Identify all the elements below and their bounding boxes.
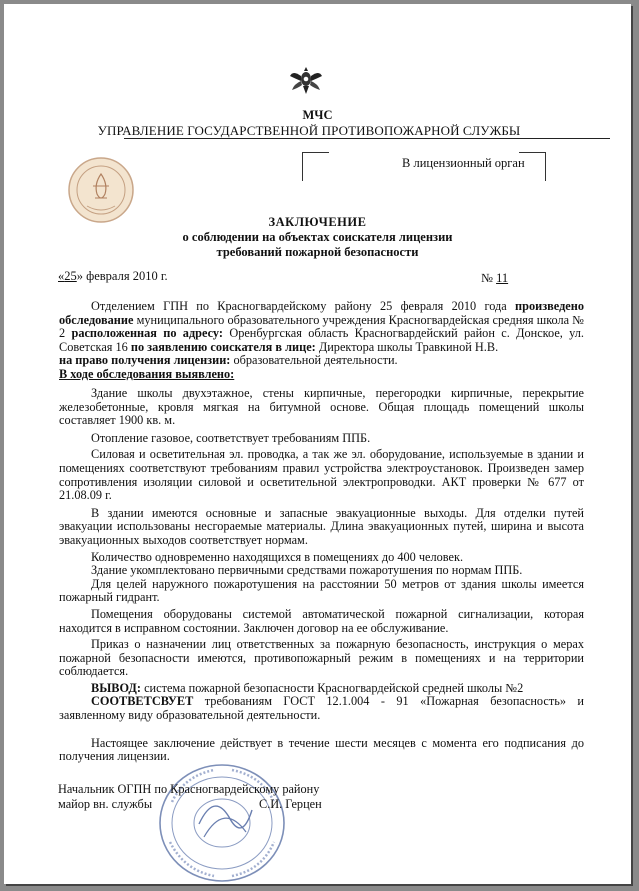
findings-heading: В ходе обследования выявлено: (59, 366, 235, 381)
finding-paragraph: Здание укомплектовано первичными средствами пожаротушения по нормам ППБ. (91, 563, 523, 578)
finding-paragraph: Помещения оборудованы системой автоматической пожарной сигнализации, которая находится в исправном состоянии. Заключен договор на ее обслуживание. (59, 606, 584, 635)
finding-paragraph: Количество одновременно находящихся в помещениях до 400 человек. (91, 549, 464, 564)
document-subtitle-2: требований пожарной безопасности (216, 245, 419, 259)
conclusion-line: ВЫВОД: система пожарной безопасности Красногвардейской средней школы №2 (91, 680, 524, 695)
fire-service-stamp-icon (67, 156, 135, 224)
eagle-emblem-icon (289, 64, 323, 96)
recipient-bracket-left (302, 152, 329, 181)
conclusion-paragraph: СООТВЕТСВУЕТ требованиям ГОСТ 12.1.004 - 91 «Пожарная безопасность» и заявленному виду образовательной деятельности. (59, 694, 584, 723)
signatory-position: Начальник ОГПН по Красногвардейскому району (58, 782, 320, 796)
document-date: «25» февраля 2010 г. (58, 269, 168, 283)
finding-paragraph: В здании имеются основные и запасные эвакуационные выходы. Для отделки путей эвакуации использованы несгораемые материалы. Длина эвакуационных путей, ширина и высота эвакуационных выходов соответствует нормам. (59, 505, 584, 547)
finding-paragraph: Для целей наружного пожаротушения на расстоянии 50 метров от здания школы имеется пожарный гидрант. (59, 576, 584, 605)
org-short-name: МЧС (302, 108, 333, 122)
document-title: ЗАКЛЮЧЕНИЕ (268, 215, 367, 229)
validity-paragraph: Настоящее заключение действует в течение шести месяцев с момента его подписания до получения лицензии. (59, 735, 584, 764)
document-number: № 11 (481, 271, 509, 285)
intro-paragraph: Отделением ГПН по Красногвардейскому району 25 февраля 2010 года произведено обследование муниципального образовательного учреждения Красногвардейская средняя школа № 2 расположенная по адресу: Оренбургская область Красногвардейский район с. Донское, ул. Советская 16 по заявлению соискателя в лице: Директора школы Травкиной Н.В. на право получения лицензии: образовательной деятельности. В ходе обследования выявлено: (59, 299, 584, 381)
finding-paragraph: Отопление газовое, соответствует требованиям ППБ. (91, 430, 371, 445)
finding-paragraph: Приказ о назначении лиц ответственных за пожарную безопасность, инструкция о мерах пожарной безопасности имеются, противопожарный режим в помещениях и на территории соблюдается. (59, 637, 584, 679)
recipient-label: В лицензионный орган (402, 156, 525, 170)
finding-paragraph: Силовая и осветительная эл. проводка, а так же эл. оборудование, используемые в здании и помещениях соответствуют требованиям правил устройства электроустановок. Произведен замер сопротивления изоляции силовой и осветительной электропроводки. АКТ проверки № 677 от 21.08.09 г. (59, 447, 584, 503)
official-seal-icon (154, 762, 289, 884)
signatory-rank: майор вн. службы (58, 797, 153, 811)
finding-paragraph: Здание школы двухэтажное, стены кирпичные, перегородки кирпичные, перекрытие железобетонные, кровля мягкая на битумной основе. Общая площадь помещений школы составляет 1900 кв. м. (59, 386, 584, 428)
header-divider (124, 138, 610, 139)
findings-block (59, 387, 584, 764)
document-subtitle-1: о соблюдении на объектах соискателя лицензии (182, 230, 453, 244)
org-full-name: УПРАВЛЕНИЕ ГОСУДАРСТВЕННОЙ ПРОТИВОПОЖАРНОЙ СЛУЖБЫ (97, 123, 521, 138)
signatory-name: С.И. Герцен (259, 797, 322, 811)
document-page (4, 4, 631, 884)
